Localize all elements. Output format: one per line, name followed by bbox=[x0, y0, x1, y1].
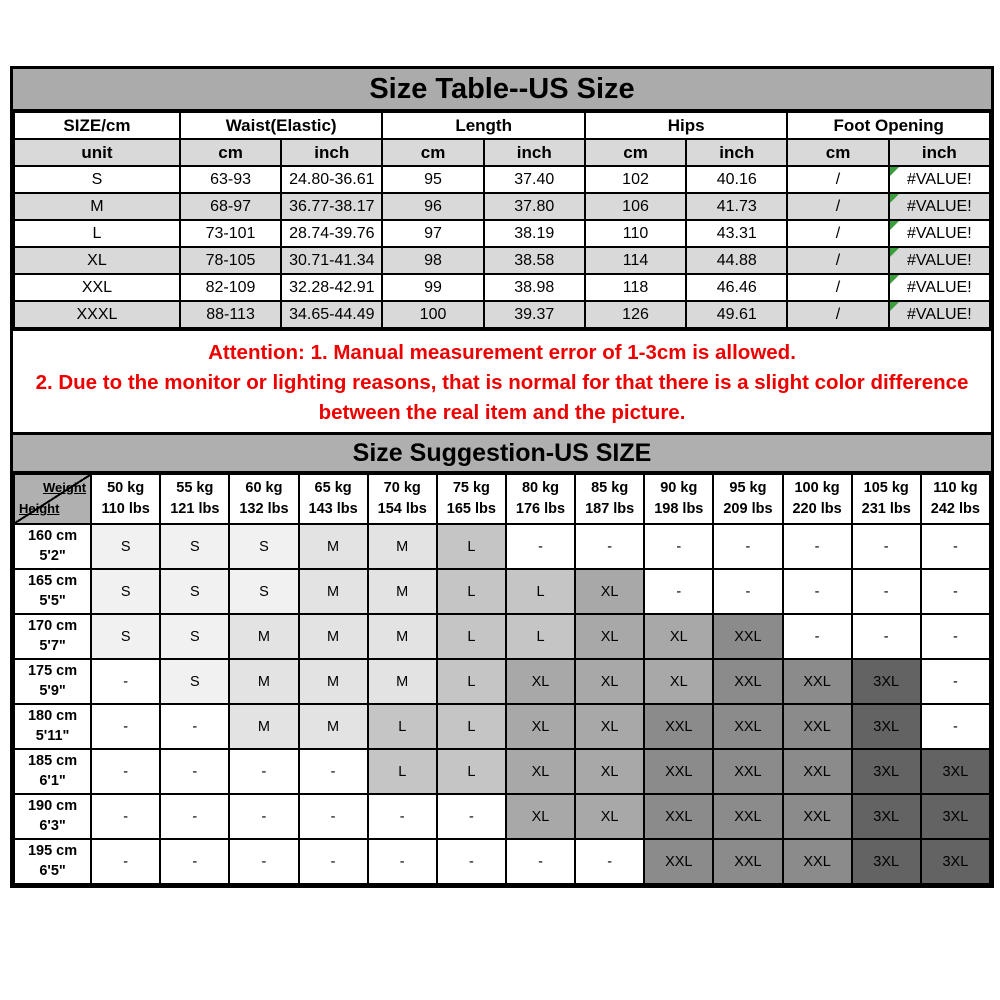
height-ftin-label: 5'11" bbox=[35, 727, 70, 744]
measurement-cell: #VALUE! bbox=[889, 274, 990, 301]
suggested-size-cell: - bbox=[299, 794, 368, 839]
height-cm-label: 160 cm bbox=[27, 527, 78, 544]
suggested-size-cell: M bbox=[299, 704, 368, 749]
suggested-size-cell: S bbox=[91, 614, 160, 659]
size-table-title: Size Table--US Size bbox=[13, 69, 991, 111]
height-cm-label: 170 cm bbox=[27, 617, 78, 634]
suggested-size-cell: L bbox=[437, 659, 506, 704]
measurement-cell: 63-93 bbox=[180, 166, 281, 193]
weight-header-cell bbox=[852, 474, 921, 524]
unit-label-header: unit bbox=[14, 139, 180, 166]
suggested-size-cell: - bbox=[229, 749, 298, 794]
suggested-size-cell: XXL bbox=[713, 794, 782, 839]
suggested-size-cell: XL bbox=[575, 704, 644, 749]
weight-kg-label: 50 kg bbox=[107, 479, 145, 496]
suggested-size-cell: S bbox=[160, 569, 229, 614]
measurement-cell: 126 bbox=[585, 301, 686, 328]
weight-header-cell bbox=[91, 474, 160, 524]
weight-kg-label: 105 kg bbox=[863, 479, 909, 496]
weight-header-cell bbox=[368, 474, 437, 524]
suggested-size-cell: - bbox=[644, 569, 713, 614]
height-ftin-label: 6'5" bbox=[39, 862, 66, 879]
measure-group-header: Foot Opening bbox=[787, 112, 990, 139]
suggested-size-cell: - bbox=[506, 524, 575, 569]
suggestion-row bbox=[14, 794, 990, 839]
size-table-unit-row bbox=[14, 139, 990, 166]
suggested-size-cell: - bbox=[229, 839, 298, 884]
measurement-cell: / bbox=[787, 220, 888, 247]
weight-kg-label: 75 kg bbox=[452, 479, 490, 496]
weight-lbs-label: 121 lbs bbox=[170, 501, 220, 517]
suggestion-row bbox=[14, 839, 990, 884]
corner-weight-label: Weight bbox=[43, 480, 87, 495]
unit-header: cm bbox=[382, 139, 483, 166]
weight-lbs-label: 132 lbs bbox=[239, 501, 289, 517]
suggested-size-cell: L bbox=[437, 569, 506, 614]
weight-header-cell bbox=[783, 474, 852, 524]
suggested-size-cell: - bbox=[713, 569, 782, 614]
height-ftin-label: 5'2" bbox=[39, 547, 66, 564]
measurement-cell: / bbox=[787, 274, 888, 301]
suggested-size-cell: M bbox=[368, 614, 437, 659]
suggested-size-cell: XXL bbox=[783, 839, 852, 884]
size-col-header: SIZE/cm bbox=[14, 112, 180, 139]
suggested-size-cell: - bbox=[160, 749, 229, 794]
weight-lbs-label: 165 lbs bbox=[446, 501, 496, 517]
height-ftin-label: 5'7" bbox=[39, 637, 66, 654]
suggestion-header-row bbox=[14, 474, 990, 524]
suggested-size-cell: XXL bbox=[713, 749, 782, 794]
suggested-size-cell: XL bbox=[506, 659, 575, 704]
measurement-cell: #VALUE! bbox=[889, 220, 990, 247]
measurement-cell: 110 bbox=[585, 220, 686, 247]
weight-header-cell bbox=[506, 474, 575, 524]
measurement-cell: 73-101 bbox=[180, 220, 281, 247]
measurement-cell: 95 bbox=[382, 166, 483, 193]
suggested-size-cell: S bbox=[160, 614, 229, 659]
suggested-size-cell: L bbox=[437, 524, 506, 569]
suggested-size-cell: - bbox=[91, 839, 160, 884]
size-suggestion-table bbox=[13, 473, 991, 885]
suggested-size-cell: - bbox=[713, 524, 782, 569]
suggested-size-cell: - bbox=[91, 749, 160, 794]
measurement-cell: 38.19 bbox=[484, 220, 585, 247]
measurement-cell: 37.40 bbox=[484, 166, 585, 193]
measurement-cell: 39.37 bbox=[484, 301, 585, 328]
suggested-size-cell: M bbox=[368, 569, 437, 614]
suggested-size-cell: - bbox=[160, 839, 229, 884]
measurement-cell: 68-97 bbox=[180, 193, 281, 220]
measurement-cell: 41.73 bbox=[686, 193, 787, 220]
measurement-cell: 32.28-42.91 bbox=[281, 274, 382, 301]
height-cm-label: 190 cm bbox=[27, 797, 78, 814]
weight-lbs-label: 187 lbs bbox=[585, 501, 635, 517]
corner-height-label: Height bbox=[19, 501, 60, 517]
suggested-size-cell: XL bbox=[575, 749, 644, 794]
unit-header: inch bbox=[484, 139, 585, 166]
weight-header-cell bbox=[644, 474, 713, 524]
measurement-cell: 38.58 bbox=[484, 247, 585, 274]
suggested-size-cell: - bbox=[299, 749, 368, 794]
measurement-cell: / bbox=[787, 193, 888, 220]
suggested-size-cell: - bbox=[921, 704, 990, 749]
suggested-size-cell: L bbox=[506, 614, 575, 659]
size-label-cell: XXL bbox=[14, 274, 180, 301]
suggested-size-cell: XXL bbox=[783, 794, 852, 839]
size-table-row bbox=[14, 247, 990, 274]
height-ftin-label: 5'5" bbox=[39, 592, 66, 609]
size-suggestion-section bbox=[10, 432, 994, 888]
suggested-size-cell: S bbox=[229, 524, 298, 569]
size-table-head bbox=[14, 112, 990, 166]
suggested-size-cell: M bbox=[299, 659, 368, 704]
suggested-size-cell: 3XL bbox=[852, 659, 921, 704]
weight-header-cell bbox=[437, 474, 506, 524]
weight-lbs-label: 220 lbs bbox=[792, 501, 842, 517]
suggestion-row bbox=[14, 569, 990, 614]
measurement-cell: 43.31 bbox=[686, 220, 787, 247]
suggested-size-cell: - bbox=[368, 839, 437, 884]
suggested-size-cell: - bbox=[160, 704, 229, 749]
height-header-cell bbox=[14, 614, 91, 659]
suggested-size-cell: - bbox=[852, 614, 921, 659]
suggested-size-cell: XL bbox=[506, 704, 575, 749]
measurement-cell: 100 bbox=[382, 301, 483, 328]
measure-group-header: Length bbox=[382, 112, 585, 139]
attention-note bbox=[13, 329, 991, 437]
suggestion-row bbox=[14, 704, 990, 749]
weight-kg-label: 60 kg bbox=[245, 479, 283, 496]
measure-group-header: Waist(Elastic) bbox=[180, 112, 383, 139]
suggestion-row bbox=[14, 614, 990, 659]
suggested-size-cell: - bbox=[437, 794, 506, 839]
height-cm-label: 165 cm bbox=[27, 572, 78, 589]
suggested-size-cell: - bbox=[299, 839, 368, 884]
suggested-size-cell: 3XL bbox=[921, 749, 990, 794]
weight-lbs-label: 154 lbs bbox=[377, 501, 427, 517]
height-header-cell bbox=[14, 569, 91, 614]
size-table-row bbox=[14, 193, 990, 220]
weight-header-cell bbox=[713, 474, 782, 524]
suggested-size-cell: XL bbox=[506, 749, 575, 794]
size-label-cell: M bbox=[14, 193, 180, 220]
suggested-size-cell: 3XL bbox=[852, 749, 921, 794]
measurement-cell: 102 bbox=[585, 166, 686, 193]
weight-kg-label: 65 kg bbox=[314, 479, 352, 496]
size-table-row bbox=[14, 301, 990, 328]
measurement-cell: 98 bbox=[382, 247, 483, 274]
size-label-cell: XL bbox=[14, 247, 180, 274]
attention-line-3: between the real item and the picture. bbox=[318, 400, 686, 424]
measurement-cell: 106 bbox=[585, 193, 686, 220]
suggested-size-cell: XXL bbox=[644, 749, 713, 794]
weight-kg-label: 70 kg bbox=[383, 479, 421, 496]
weight-header-cell bbox=[160, 474, 229, 524]
suggested-size-cell: 3XL bbox=[852, 794, 921, 839]
attention-line-1: Attention: 1. Manual measurement error of 1-3cm is allowed. bbox=[208, 341, 796, 364]
weight-kg-label: 100 kg bbox=[794, 479, 840, 496]
measurement-cell: 114 bbox=[585, 247, 686, 274]
unit-header: inch bbox=[686, 139, 787, 166]
suggested-size-cell: - bbox=[921, 569, 990, 614]
height-ftin-label: 6'3" bbox=[39, 817, 66, 834]
suggested-size-cell: - bbox=[575, 524, 644, 569]
measurement-cell: 118 bbox=[585, 274, 686, 301]
measurement-cell: 36.77-38.17 bbox=[281, 193, 382, 220]
size-table-row bbox=[14, 166, 990, 193]
size-suggestion-body bbox=[14, 524, 990, 884]
suggested-size-cell: XXL bbox=[783, 749, 852, 794]
suggested-size-cell: XL bbox=[644, 659, 713, 704]
suggested-size-cell: - bbox=[575, 839, 644, 884]
suggested-size-cell: S bbox=[91, 569, 160, 614]
suggested-size-cell: S bbox=[160, 659, 229, 704]
weight-lbs-label: 176 lbs bbox=[515, 501, 566, 517]
suggested-size-cell: - bbox=[921, 614, 990, 659]
suggested-size-cell: M bbox=[229, 614, 298, 659]
suggested-size-cell: XXL bbox=[783, 704, 852, 749]
suggested-size-cell: M bbox=[299, 524, 368, 569]
size-table-group-row bbox=[14, 112, 990, 139]
weight-lbs-label: 209 lbs bbox=[723, 501, 773, 517]
suggested-size-cell: XXL bbox=[713, 659, 782, 704]
height-header-cell bbox=[14, 749, 91, 794]
height-cm-label: 180 cm bbox=[27, 707, 78, 724]
measurement-cell: / bbox=[787, 301, 888, 328]
height-header-cell bbox=[14, 704, 91, 749]
weight-height-corner-cell bbox=[14, 474, 91, 524]
suggested-size-cell: - bbox=[921, 659, 990, 704]
weight-kg-label: 85 kg bbox=[591, 479, 629, 496]
suggested-size-cell: M bbox=[229, 704, 298, 749]
size-label-cell: L bbox=[14, 220, 180, 247]
weight-kg-label: 80 kg bbox=[521, 479, 560, 496]
unit-header: cm bbox=[585, 139, 686, 166]
weight-lbs-label: 143 lbs bbox=[308, 501, 358, 517]
measurement-cell: 46.46 bbox=[686, 274, 787, 301]
height-header-cell bbox=[14, 839, 91, 884]
measurement-cell: 34.65-44.49 bbox=[281, 301, 382, 328]
weight-lbs-label: 110 lbs bbox=[101, 501, 150, 517]
suggested-size-cell: - bbox=[91, 659, 160, 704]
weight-kg-label: 55 kg bbox=[176, 479, 214, 496]
suggested-size-cell: L bbox=[437, 749, 506, 794]
measurement-cell: 44.88 bbox=[686, 247, 787, 274]
height-cm-label: 195 cm bbox=[27, 842, 78, 859]
unit-header: inch bbox=[281, 139, 382, 166]
measurement-cell: #VALUE! bbox=[889, 193, 990, 220]
weight-header-cell bbox=[575, 474, 644, 524]
unit-header: inch bbox=[889, 139, 990, 166]
size-table bbox=[13, 111, 991, 329]
height-ftin-label: 5'9" bbox=[39, 682, 66, 699]
suggested-size-cell: XL bbox=[575, 794, 644, 839]
measurement-cell: / bbox=[787, 247, 888, 274]
suggested-size-cell: L bbox=[368, 749, 437, 794]
suggested-size-cell: XXL bbox=[644, 704, 713, 749]
height-header-cell bbox=[14, 524, 91, 569]
suggested-size-cell: - bbox=[160, 794, 229, 839]
suggested-size-cell: 3XL bbox=[921, 794, 990, 839]
suggested-size-cell: - bbox=[91, 704, 160, 749]
suggested-size-cell: M bbox=[229, 659, 298, 704]
suggested-size-cell: XXL bbox=[713, 839, 782, 884]
suggested-size-cell: 3XL bbox=[852, 839, 921, 884]
measurement-cell: 40.16 bbox=[686, 166, 787, 193]
suggested-size-cell: - bbox=[229, 794, 298, 839]
suggested-size-cell: XL bbox=[506, 794, 575, 839]
weight-header-cell bbox=[229, 474, 298, 524]
size-label-cell: XXXL bbox=[14, 301, 180, 328]
suggested-size-cell: M bbox=[368, 659, 437, 704]
size-table-body bbox=[14, 166, 990, 328]
size-table-row bbox=[14, 274, 990, 301]
height-ftin-label: 6'1" bbox=[39, 772, 66, 789]
suggested-size-cell: M bbox=[368, 524, 437, 569]
height-header-cell bbox=[14, 659, 91, 704]
weight-kg-label: 95 kg bbox=[729, 479, 767, 496]
suggested-size-cell: S bbox=[91, 524, 160, 569]
suggested-size-cell: XL bbox=[575, 614, 644, 659]
measurement-cell: 97 bbox=[382, 220, 483, 247]
suggested-size-cell: XL bbox=[644, 614, 713, 659]
suggested-size-cell: - bbox=[437, 839, 506, 884]
suggested-size-cell: XXL bbox=[644, 839, 713, 884]
suggested-size-cell: L bbox=[437, 704, 506, 749]
height-cm-label: 185 cm bbox=[27, 752, 78, 769]
measurement-cell: #VALUE! bbox=[889, 166, 990, 193]
suggested-size-cell: L bbox=[368, 704, 437, 749]
suggested-size-cell: - bbox=[783, 569, 852, 614]
size-table-row bbox=[14, 220, 990, 247]
suggested-size-cell: - bbox=[783, 614, 852, 659]
suggested-size-cell: 3XL bbox=[921, 839, 990, 884]
suggested-size-cell: - bbox=[783, 524, 852, 569]
measurement-cell: 28.74-39.76 bbox=[281, 220, 382, 247]
measurement-cell: 37.80 bbox=[484, 193, 585, 220]
measurement-cell: 30.71-41.34 bbox=[281, 247, 382, 274]
suggested-size-cell: - bbox=[506, 839, 575, 884]
weight-header-cell bbox=[921, 474, 990, 524]
weight-kg-label: 90 kg bbox=[660, 479, 698, 496]
unit-header: cm bbox=[787, 139, 888, 166]
suggested-size-cell: XXL bbox=[783, 659, 852, 704]
measurement-cell: #VALUE! bbox=[889, 301, 990, 328]
suggested-size-cell: XXL bbox=[713, 614, 782, 659]
weight-header-cell bbox=[299, 474, 368, 524]
suggestion-row bbox=[14, 749, 990, 794]
suggested-size-cell: S bbox=[160, 524, 229, 569]
weight-kg-label: 110 kg bbox=[933, 479, 978, 496]
measurement-cell: 24.80-36.61 bbox=[281, 166, 382, 193]
unit-header: cm bbox=[180, 139, 281, 166]
suggested-size-cell: S bbox=[229, 569, 298, 614]
height-header-cell bbox=[14, 794, 91, 839]
suggested-size-cell: L bbox=[506, 569, 575, 614]
size-suggestion-title: Size Suggestion-US SIZE bbox=[13, 435, 991, 473]
suggested-size-cell: XL bbox=[575, 569, 644, 614]
size-table-section bbox=[10, 66, 994, 440]
weight-lbs-label: 231 lbs bbox=[861, 501, 911, 517]
suggested-size-cell: - bbox=[91, 794, 160, 839]
measurement-cell: 38.98 bbox=[484, 274, 585, 301]
suggested-size-cell: - bbox=[852, 569, 921, 614]
suggestion-row bbox=[14, 659, 990, 704]
suggested-size-cell: - bbox=[921, 524, 990, 569]
suggested-size-cell: - bbox=[852, 524, 921, 569]
measurement-cell: 82-109 bbox=[180, 274, 281, 301]
measurement-cell: 96 bbox=[382, 193, 483, 220]
suggested-size-cell: XXL bbox=[644, 794, 713, 839]
measurement-cell: 88-113 bbox=[180, 301, 281, 328]
suggested-size-cell: 3XL bbox=[852, 704, 921, 749]
weight-lbs-label: 198 lbs bbox=[654, 501, 704, 517]
height-cm-label: 175 cm bbox=[27, 662, 78, 679]
suggested-size-cell: - bbox=[368, 794, 437, 839]
measurement-cell: 49.61 bbox=[686, 301, 787, 328]
suggested-size-cell: - bbox=[644, 524, 713, 569]
measurement-cell: #VALUE! bbox=[889, 247, 990, 274]
measure-group-header: Hips bbox=[585, 112, 788, 139]
weight-lbs-label: 242 lbs bbox=[930, 501, 980, 517]
suggested-size-cell: M bbox=[299, 569, 368, 614]
suggestion-row bbox=[14, 524, 990, 569]
suggested-size-cell: L bbox=[437, 614, 506, 659]
suggested-size-cell: M bbox=[299, 614, 368, 659]
size-suggestion-head bbox=[14, 474, 990, 524]
attention-line-2: 2. Due to the monitor or lighting reasons, that is normal for that there is a slight color difference bbox=[35, 370, 969, 394]
size-label-cell: S bbox=[14, 166, 180, 193]
suggested-size-cell: XXL bbox=[713, 704, 782, 749]
measurement-cell: 99 bbox=[382, 274, 483, 301]
suggested-size-cell: XL bbox=[575, 659, 644, 704]
measurement-cell: 78-105 bbox=[180, 247, 281, 274]
measurement-cell: / bbox=[787, 166, 888, 193]
